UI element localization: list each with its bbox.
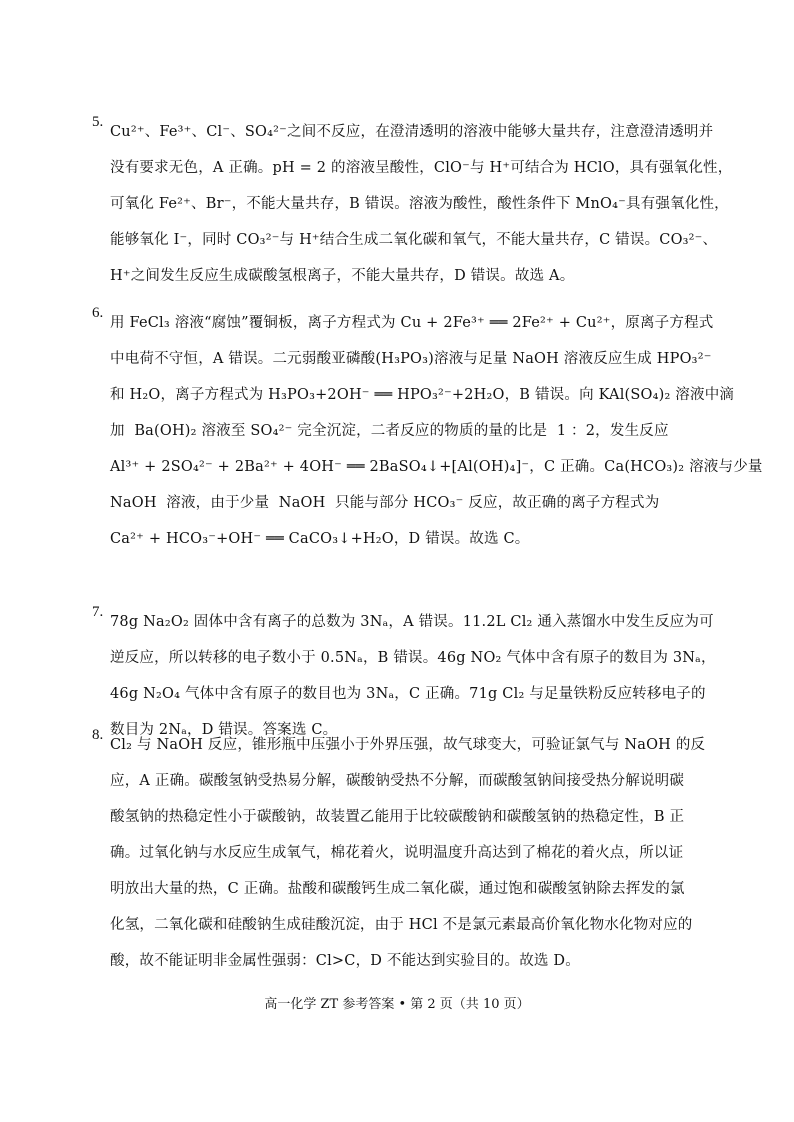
text-line: Cu²⁺、Fe³⁺、Cl⁻、SO₄²⁻之间不反应，在澄清透明的溶液中能够大量共存，注意澄清透明并 (110, 124, 714, 140)
text-line: 78g Na₂O₂ 固体中含有离子的总数为 3Nₐ，A 错误。11.2L Cl₂ 通入蒸馏水中发生反应为可 (110, 614, 714, 630)
text-line: 没有要求无色，A 正确。pH = 2 的溶液呈酸性，ClO⁻与 H⁺可结合为 HClO，具有强氧化性， (110, 160, 733, 176)
text-line: 46g N₂O₄ 气体中含有原子的数目也为 3Nₐ，C 正确。71g Cl₂ 与足量铁粉反应转移电子的 (110, 686, 706, 702)
text-line: 明放出大量的热，C 正确。盐酸和碳酸钙生成二氧化碳，通过饱和碳酸氢钠除去挥发的氯 (110, 881, 685, 897)
page-footer: 高一化学 ZT 参考答案 • 第 2 页（共 10 页） (264, 997, 530, 1012)
text-line: 用 FeCl₃ 溶液“腐蚀”覆铜板，离子方程式为 Cu + 2Fe³⁺ ══ 2Fe²⁺ + Cu²⁺，原离子方程式 (110, 315, 714, 331)
text-line: 酸，故不能证明非金属性强弱：Cl>C，D 不能达到实验目的。故选 D。 (110, 953, 580, 969)
text-line: 能够氧化 I⁻，同时 CO₃²⁻与 H⁺结合生成二氧化碳和氧气，不能大量共存，C 错误。CO₃²⁻、 (110, 232, 718, 248)
text-line: Ca²⁺ + HCO₃⁻+OH⁻ ══ CaCO₃↓+H₂O，D 错误。故选 C。 (110, 531, 530, 547)
text-line: H⁺之间发生反应生成碳酸氢根离子，不能大量共存，D 错误。故选 A。 (110, 268, 575, 284)
text-line: 和 H₂O，离子方程式为 H₃PO₃+2OH⁻ ══ HPO₃²⁻+2H₂O，B 错误。向 KAl(SO₄)₂ 溶液中滴 (110, 387, 735, 403)
text-line: 化氢，二氧化碳和硅酸钠生成硅酸沉淀，由于 HCl 不是氯元素最高价氧化物水化物对应的 (110, 917, 693, 933)
item-number: 8. (92, 727, 104, 743)
item-number: 6. (92, 305, 104, 321)
text-line: 确。过氧化钠与水反应生成氧气，棉花着火，说明温度升高达到了棉花的着火点，所以证 (110, 845, 684, 861)
answer-item-6 (92, 305, 763, 557)
item-number: 5. (92, 114, 104, 130)
text-line: Al³⁺ + 2SO₄²⁻ + 2Ba²⁺ + 4OH⁻ ══ 2BaSO₄↓+[Al(OH)₄]⁻，C 正确。Ca(HCO₃)₂ 溶液与少量 (110, 459, 763, 475)
item-number: 7. (92, 604, 104, 620)
text-line: 酸氢钠的热稳定性小于碳酸钠，故装置乙能用于比较碳酸钠和碳酸氢钠的热稳定性，B 正 (110, 809, 685, 825)
text-line: 可氧化 Fe²⁺、Br⁻，不能大量共存，B 错误。溶液为酸性，酸性条件下 MnO₄⁻具有强氧化性， (110, 196, 729, 212)
text-line: 数目为 2Nₐ，D 错误。答案选 C。 (110, 722, 338, 738)
text-line: 应，A 正确。碳酸氢钠受热易分解，碳酸钠受热不分解，而碳酸氢钠间接受热分解说明碳 (110, 773, 685, 789)
text-line: NaOH 溶液，由于少量 NaOH 只能与部分 HCO₃⁻ 反应，故正确的离子方程式为 (110, 495, 660, 511)
text-line: Cl₂ 与 NaOH 反应，锥形瓶中压强小于外界压强，故气球变大，可验证氯气与 NaOH 的反 (110, 737, 706, 753)
text-line: 中电荷不守恒，A 错误。二元弱酸亚磷酸(H₃PO₃)溶液与足量 NaOH 溶液反应生成 HPO₃²⁻ (110, 351, 712, 367)
text-line: 逆反应，所以转移的电子数小于 0.5Nₐ，B 错误。46g NO₂ 气体中含有原子的数目为 3Nₐ， (110, 650, 716, 666)
answer-item-5 (92, 114, 733, 294)
text-line: 加 Ba(OH)₂ 溶液至 SO₄²⁻ 完全沉淀，二者反应的物质的量的比是 1 ：2，发生反应 (110, 423, 669, 439)
answer-item-8 (92, 727, 706, 979)
